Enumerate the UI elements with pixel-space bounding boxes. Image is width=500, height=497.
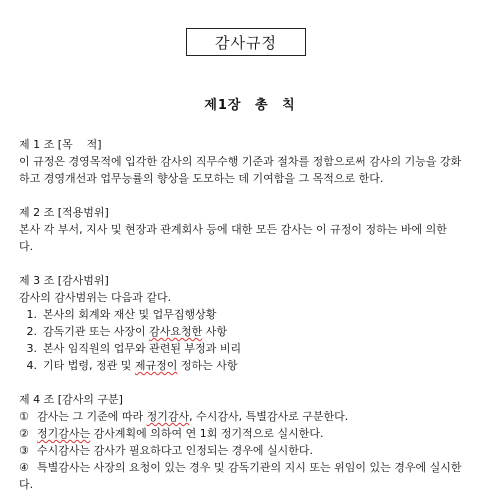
list-item: ④ 특별감사는 사장의 요청이 있는 경우 및 감독기관의 지시 또는 위임이 있는 경우에 실시한 — [19, 461, 462, 474]
article-heading: 제 4 조 [감사의 구분] — [19, 393, 123, 406]
article-text-line: 본사 각 부서, 지사 및 현장과 관계회사 등에 대한 모든 감사는 이 규정이 정하는 바에 의한 — [19, 223, 447, 236]
document-title: 감사규정 — [186, 28, 306, 56]
article-text-line: 이 규정은 경영목적에 입각한 감사의 직무수행 기준과 절차를 정함으로써 감사의 기능을 강화 — [19, 155, 462, 168]
list-item: 1. 본사의 회계와 재산 및 업무집행상황 — [26, 308, 217, 321]
article-text-line: 하고 경영개선과 업무능률의 향상을 도모하는 데 기여함을 그 목적으로 한다. — [19, 172, 384, 185]
article-heading: 제 3 조 [감사범위] — [19, 274, 109, 287]
article-heading: 제 1 조 [목 적] — [19, 138, 102, 151]
list-item: 4. 기타 법령, 정관 및 제규정이 정하는 사항 — [26, 359, 238, 372]
chapter-heading: 제1장 총 칙 — [204, 98, 296, 113]
list-item: ② 정기감사는 감사계획에 의하여 연 1회 정기적으로 실시한다. — [19, 427, 324, 440]
article-text-line: 다. — [19, 240, 34, 253]
list-item: 3. 본사 임직원의 업무와 관련된 부정과 비리 — [26, 342, 242, 355]
list-item: 2. 감독기관 또는 사장이 감사요청한 사항 — [26, 325, 228, 338]
spellcheck-underlined-word: 정기감사 — [146, 410, 190, 423]
article-text-line: 다. — [19, 478, 34, 491]
spellcheck-underlined-word: 정기감사는 — [37, 427, 91, 440]
spellcheck-underlined-word: 감사요청한 — [149, 325, 203, 338]
document-body — [19, 136, 481, 493]
spellcheck-underlined-word: 제규정이 — [134, 359, 178, 372]
article-intro: 감사의 감사범위는 다음과 같다. — [19, 291, 172, 304]
article-heading: 제 2 조 [적용범위] — [19, 206, 109, 219]
list-item: ③ 수시감사는 감사가 필요하다고 인정되는 경우에 실시한다. — [19, 444, 314, 457]
list-item: ① 감사는 그 기준에 따라 정기감사, 수시감사, 특별감사로 구분한다. — [19, 410, 349, 423]
